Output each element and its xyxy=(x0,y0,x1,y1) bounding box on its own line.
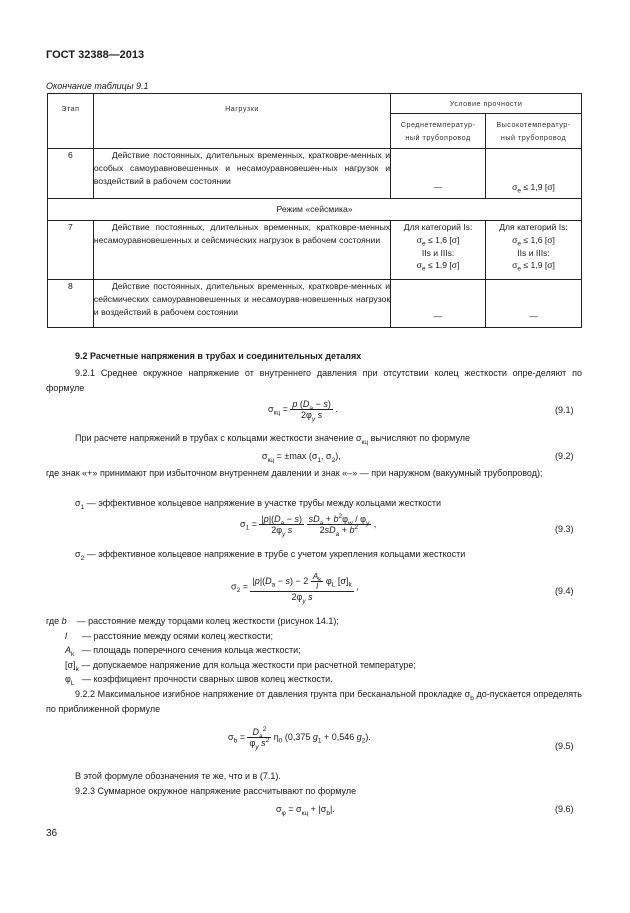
high-temp-cell: Для категорий Is: $\sigma_e \le 1,6$ [σ] IIs и IIIs: $\sigma_e \le 1,9$ [σ] xyxy=(486,221,582,280)
table-row xyxy=(48,280,582,328)
where-item: где b — расстояние между торцами колец жесткости (рисунок 14.1); xyxy=(46,616,339,626)
table-row xyxy=(48,149,582,199)
paragraph-sigma1: $\sigma_1$ — эффективное кольцевое напряжение в участке трубы между кольцами жесткости xyxy=(75,498,442,511)
section-heading: 9.2 Расчетные напряжения в трубах и соединительных деталях xyxy=(75,351,362,361)
col-header-high-temp: Высокотемператур-ный трубопровод xyxy=(486,114,582,149)
section-title: Режим «сейсмика» xyxy=(48,199,582,221)
formula-9-2: $\sigma_{кц} = \pm\max$ ($\sigma_1$, $\sigma_2$), xyxy=(262,451,341,464)
loads-cell: Действие постоянных, длительных временных, кратковре-менных несамоуравновешенных и сейсмических нагрузок в рабочем состоянии xyxy=(93,221,390,280)
col-header-condition: Условие прочности xyxy=(391,94,582,114)
strength-conditions-table xyxy=(47,93,582,328)
equation-number: (9.5) xyxy=(555,741,574,751)
paragraph-notation: В этой формуле обозначения те же, что и в (7.1). xyxy=(75,771,281,781)
paragraph-rings: При расчете напряжений в трубах с кольцами жесткости значение $\sigma_{кц}$ вычисляют по формуле xyxy=(75,433,471,446)
page-number: 36 xyxy=(46,828,58,839)
stage-cell: 6 xyxy=(48,149,94,199)
equation-number: (9.6) xyxy=(555,804,574,814)
paragraph-9-2-3: 9.2.3 Суммарное окружное напряжение рассчитывают по формуле xyxy=(75,786,357,796)
high-temp-cell: — xyxy=(486,280,582,328)
standard-header: ГОСТ 32388—2013 xyxy=(46,49,145,61)
stage-cell: 8 xyxy=(48,280,94,328)
formula-9-3: $\sigma_1$ = $\frac{|p|(D_a - s)}{2\varphi_y s}$ $\frac{sD_a + b^2\varphi_w / \varphi_y}{2sD_a + b^2}$ , xyxy=(240,513,377,538)
paragraph-9-2-2: 9.2.2 Максимальное изгибное напряжение от давления грунта при бесканальной прокладке $\sigma_b$ до-пускается определять по приближенной формуле xyxy=(46,689,582,714)
table-section-row xyxy=(48,199,582,221)
equation-number: (9.1) xyxy=(555,405,574,415)
loads-cell: Действие постоянных, длительных временных, кратковре-менных и особых самоуравновешенных и несамоуравновешен-ных нагрузок и воздействий в рабочем состоянии xyxy=(93,149,390,199)
formula-9-4: $\sigma_2$ = $|p|(D_a - s) - 2$ $\frac{A_k}{l}$ $\varphi_L$ $[\sigma]_k$ $2\varphi_y$ s , xyxy=(231,572,359,605)
table-caption: Окончание таблицы 9.1 xyxy=(46,81,149,91)
where-item: l — расстояние между осями колец жесткости; xyxy=(65,631,273,641)
high-temp-cell: $\sigma_e \le 1,9$ [σ] xyxy=(486,149,582,199)
paragraph-9-2-1: 9.2.1 Среднее окружное напряжение от внутреннего давления при отсутствии колец жесткости опре-деляют по формуле xyxy=(46,368,582,393)
mid-temp-cell: — xyxy=(391,149,486,199)
mid-temp-cell: — xyxy=(391,280,486,328)
equation-number: (9.2) xyxy=(555,451,574,461)
col-header-loads: Нагрузки xyxy=(93,94,390,149)
formula-9-1: $\sigma_{кц}$ = $\frac{p (D_a - s)}{2\varphi_y s}$ . xyxy=(268,399,338,423)
where-item: $[\sigma]_k$ — допускаемое напряжение для кольца жесткости при расчетной температуре; xyxy=(65,660,416,673)
formula-9-6: $\sigma_\varphi = \sigma_{кц} + |\sigma_b|$. xyxy=(276,804,335,817)
equation-number: (9.4) xyxy=(555,586,574,596)
loads-cell: Действие постоянных, длительных временных, кратковре-менных и сейсмических самоуравновешенных и несамоурав-новешенных нагрузок и воздействий в рабочем состоянии xyxy=(93,280,390,328)
where-item: $A_k$ — площадь поперечного сечения кольца жесткости; xyxy=(65,645,301,658)
where-item: $\varphi_L$ — коэффициент прочности сварных швов колец жесткости. xyxy=(65,674,333,687)
stage-cell: 7 xyxy=(48,221,94,280)
table-row xyxy=(48,221,582,280)
formula-9-5: $\sigma_b$ = $\frac{D_a^2}{\varphi_y s^2}$ $\eta_0$ (0,375 $g_1 + 0,546$ $g_2$). xyxy=(228,726,371,751)
paragraph-sign: где знак «+» принимают при избыточном внутреннем давлении и знак «–» — при наружном (вакуумный трубопровод); xyxy=(46,468,543,478)
paragraph-sigma2: $\sigma_2$ — эффективное кольцевое напряжение в трубе с учетом укрепления кольцами жесткости xyxy=(75,549,466,562)
col-header-mid-temp: Среднетемператур-ный трубопровод xyxy=(391,114,486,149)
equation-number: (9.3) xyxy=(555,524,574,534)
mid-temp-cell: Для категорий Is: $\sigma_e \le 1,6$ [σ] IIs и IIIs: $\sigma_e \le 1,9$ [σ] xyxy=(391,221,486,280)
col-header-stage: Этап xyxy=(48,94,94,149)
